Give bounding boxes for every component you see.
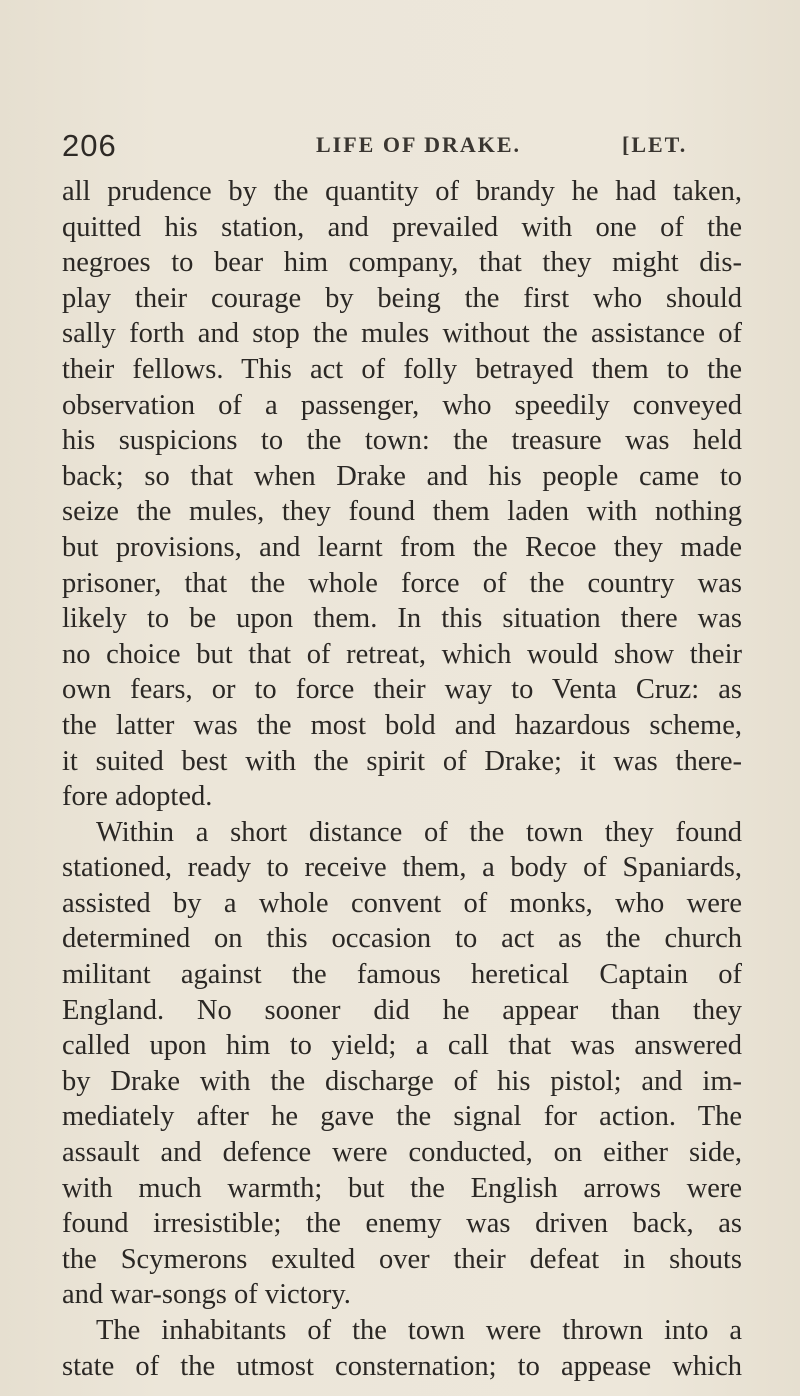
text-line: likely to be upon them. In this situation there was [62,603,742,635]
text-line: observation of a passenger, who speedily conveyed [62,389,742,421]
text-line: his suspicions to the town: the treasure was held [62,425,742,457]
text-line: no choice but that of retreat, which would show their [62,638,742,670]
text-line: prisoner, that the whole force of the country was [62,567,742,599]
text-line: negroes to bear him company, that they might dis- [62,247,742,279]
text-line: own fears, or to force their way to Venta Cruz: as [62,674,742,706]
text-line: state of the utmost consternation; to appease which [62,1350,742,1382]
body-text [62,174,742,1384]
text-line: sally forth and stop the mules without the assistance of [62,318,742,350]
text-line: stationed, ready to receive them, a body of Spaniards, [62,852,742,884]
text-line: the latter was the most bold and hazardous scheme, [62,709,742,741]
running-head [62,128,737,168]
text-line: mediately after he gave the signal for action. The [62,1101,742,1133]
text-line: The inhabitants of the town were thrown into a [96,1315,742,1346]
text-line: determined on this occasion to act as the church [62,923,742,955]
text-line: but provisions, and learnt from the Recoe they made [62,531,742,563]
text-line: assisted by a whole convent of monks, who were [62,887,742,919]
text-line: quitted his station, and prevailed with one of the [62,211,742,243]
text-line: called upon him to yield; a call that was answered [62,1030,742,1062]
running-title: LIFE OF DRAKE. [316,132,522,157]
text-line: fore adopted. [62,781,213,813]
text-line: assault and defence were conducted, on either side, [62,1137,742,1169]
text-line: it suited best with the spirit of Drake; it was there- [62,745,742,777]
text-line: England. No sooner did he appear than they [62,994,742,1026]
chapter-marker: [LET. [622,132,688,157]
text-line: militant against the famous heretical Captain of [62,959,742,991]
text-line: and war-songs of victory. [62,1279,351,1311]
text-line: their fellows. This act of folly betrayed them to the [62,353,742,385]
text-line: play their courage by being the first who should [62,282,742,314]
text-line: all prudence by the quantity of brandy he had taken, [62,176,742,207]
text-line: seize the mules, they found them laden with nothing [62,496,742,528]
text-line: back; so that when Drake and his people came to [62,460,742,492]
text-line: found irresistible; the enemy was driven back, as [62,1208,742,1240]
text-line: with much warmth; but the English arrows were [62,1172,742,1204]
text-line: by Drake with the discharge of his pistol; and im- [62,1065,742,1097]
text-line: Within a short distance of the town they found [96,816,742,848]
text-line: the Scymerons exulted over their defeat in shouts [62,1243,742,1275]
page-number: 206 [62,128,117,163]
